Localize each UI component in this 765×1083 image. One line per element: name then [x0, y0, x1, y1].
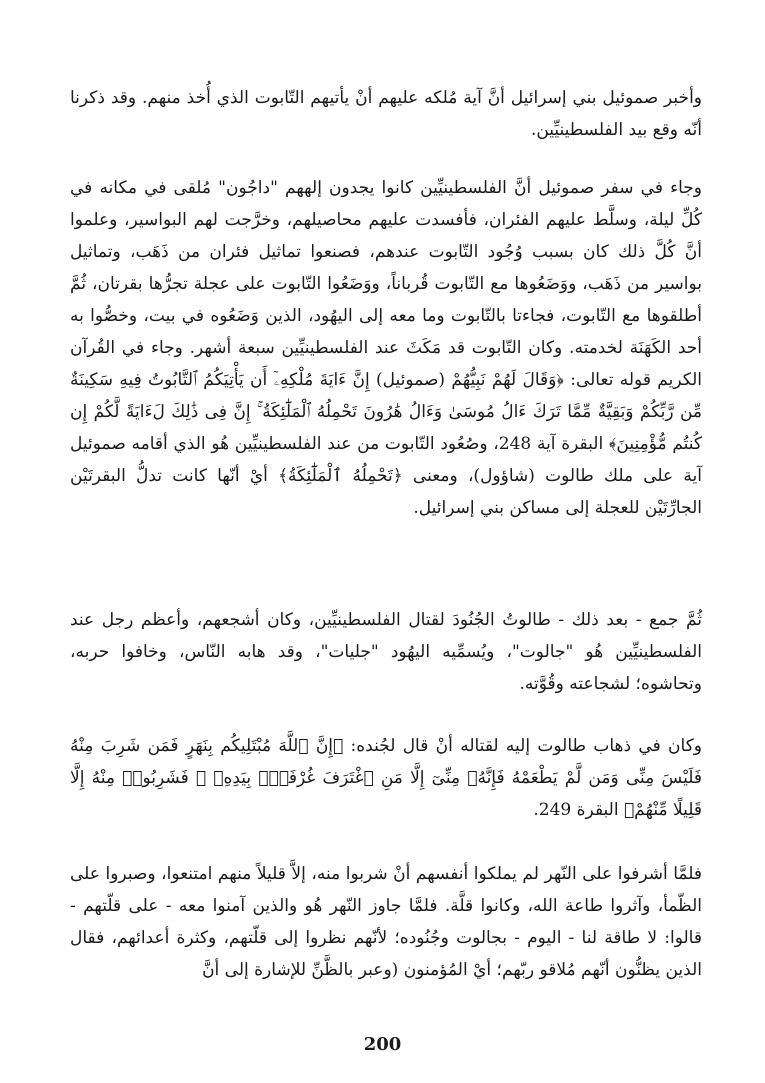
paragraph-2: [70, 172, 702, 586]
page-number: 200: [363, 1034, 402, 1055]
paragraph-4: [70, 730, 702, 840]
paragraph-text: فلمَّا أشرفوا على النّهر لم يملكوا أنفسهم أنْ شربوا منه، إلاَّ قليلاً منهم امتنعوا، وصبروا على الظّمأ، وآثروا طاعة الله، وكانوا قلَّة. فلمَّا جاوز النّهر هُو والذين آمنوا معه - على قلّتهم - قالوا: لا طاقة لنا - اليوم - بجالوت وجُنُوده؛ لأنّهم نظروا إلى قلّتهم، وكثرة أعدائهم، فقال الذين يظنُّون أنّهم مُلاقو ربّهم؛ أيْ المُؤمنون (وعبر بالظَّنِّ للإشارة إلى أنَّ: [70, 864, 702, 980]
paragraph-text: وكان في ذهاب طالوت إليه لقتاله أنْ قال لجُنده: ﴿إِنَّ ٱللَّهَ مُبْتَلِيكُم بِنَهَرٍ فَمَن شَرِبَ مِنْهُ فَلَيْسَ مِنِّى وَمَن لَّمْ يَطْعَمْهُ فَإِنَّهُۥ مِنِّىٓ إِلَّا مَنِ ٱغْتَرَفَ غُرْفَةًۢ بِيَدِهِۦ ۚ فَشَرِبُوا۟ مِنْهُ إِلَّا قَلِيلًا مِّنْهُمْ﴾ البقرة 249.: [70, 736, 702, 820]
paragraph-text: ثُمَّ جمع - بعد ذلك - طالوتُ الجُنُودَ لقتال الفلسطينيِّين، وكان أشجعهم، وأعظم رجل عند الفلسطينيِّين هُو "جالوت"، ويُسمِّيه اليهُود "جليات"، وقد هابه النّاس، وخافوا حربه، وتحاشوه؛ لشجاعته وقُوَّته.: [70, 610, 702, 694]
paragraph-text: وجاء في سفر صموئيل أنَّ الفلسطينيِّين كانوا يجدون إلههم "داجُون" مُلقى في مكانه في كُلِّ ليلة، وسلَّط عليهم الفئران، فأفسدت عليهم محاصيلهم، وخرَّجت لهم البواسير، وعلموا أنَّ كُلَّ ذلك كان بسبب وُجُود التّابوت عندهم، فصنعوا تماثيل فئران من ذَهَب، وتماثيل بواسير من ذَهَب، ووَضَعُوها مع التّابوت قُرباناً، ووَضَعُوا التّابوت على عجلة تجرُّها بقرتان، ثُمَّ أطلقوها مع التّابوت، فجاءتا بالتّابوت وما معه إلى اليهُود، الذين وَضَعُوه في بيت، وخصُّوا به أحد الكَهَنَة لخدمته. وكان التّابوت قد مَكَثَ عند الفلسطينيِّين سبعة أشهر. وجاء في القُرآن الكريم قوله تعالى: ﴿وَقَالَ لَهُمْ نَبِيُّهُمْ (صموئيل) إِنَّ ءَايَةَ مُلْكِهِۦٓ أَن يَأْتِيَكُمُ ٱلتَّابُوتُ فِيهِ سَكِينَةٌ مِّن رَّبِّكُمْ وَبَقِيَّةٌ مِّمَّا تَرَكَ ءَالُ مُوسَىٰ وَءَالُ هَٰرُونَ تَحْمِلُهُ ٱلْمَلَٰٓئِكَةُ ۚ إِنَّ فِى ذَٰلِكَ لَءَايَةً لَّكُمْ إِن كُنتُم مُّؤْمِنِينَ﴾ البقرة آية 248، وصُعُود التّابوت من عند الفلسطينيِّين هُو الذي أقامه صموئيل آية على ملك طالوت (شاؤول)، ومعنى ﴿تَحْمِلُهُ ٱلْمَلَٰٓئِكَةُ﴾ أيْ أنّها كانت تدلُّ البقرتَيْن الجارِّتَيْن للعجلة إلى مساكن بني إسرائيل.: [70, 178, 703, 518]
paragraph-1: [70, 82, 702, 154]
paragraph-5: [70, 858, 702, 1018]
paragraph-text: وأخبر صموئيل بني إسرائيل أنَّ آية مُلكه عليهم أنْ يأتيهم التّابوت الذي أُخذ منهم. وقد ذكرنا أنّه وقع بيد الفلسطينيِّين.: [70, 88, 702, 140]
paragraph-3: [70, 604, 702, 714]
